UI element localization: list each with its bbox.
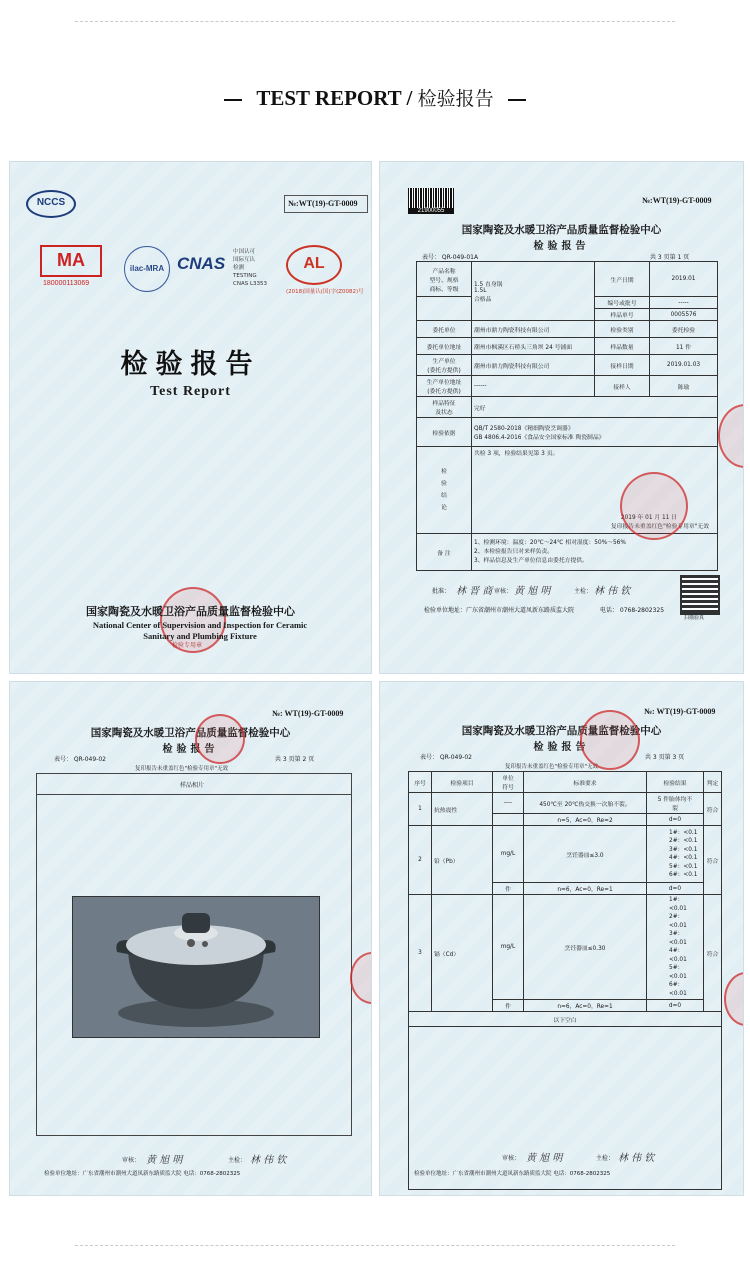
table-row xyxy=(417,262,718,297)
table-row xyxy=(409,1012,722,1027)
client-addr-label: 委托单位地址 xyxy=(417,338,472,355)
row-verdict: 符合 xyxy=(704,895,722,1012)
page-count: 共 3 页第 2 页 xyxy=(275,756,315,763)
cnas-note-line: 国际互认 xyxy=(233,257,256,263)
footer-phone: 电话： 0768-2802325 xyxy=(600,607,665,614)
review-label: 审核： xyxy=(502,1155,521,1162)
report-title: 检验报告 xyxy=(533,241,590,252)
report-number: №:WT(19)-GT-0009 xyxy=(288,199,358,208)
report-cover-image xyxy=(9,161,372,674)
main-check-label: 主检： xyxy=(574,588,593,595)
recv-date-label: 接样日期 xyxy=(595,355,650,376)
reviewer-signature: 黄 旭 明 xyxy=(146,1155,183,1166)
sign-note: 复印报告未重盖红色"检验专用章"无效 xyxy=(610,524,709,530)
sample-plan: n=6，Ac=0，Re=1 xyxy=(524,1000,647,1012)
center-name-en xyxy=(80,620,320,642)
blank-cell xyxy=(417,297,472,321)
sample-result: d=0 xyxy=(647,883,704,895)
row-verdict: 符合 xyxy=(704,826,722,895)
results-table xyxy=(408,771,722,1190)
cal-number: (2018)国量认(国)字(Z0082)号 xyxy=(286,289,364,295)
copy-note: 复印报告未重盖红色"检验专用章"无效 xyxy=(135,766,229,772)
col-header: 单位 符号 xyxy=(493,772,524,793)
cnas-note-line: CNAS L3353 xyxy=(233,281,268,287)
table-row xyxy=(409,1027,722,1190)
blank-note: 以下空白 xyxy=(409,1012,722,1027)
row-unit: 件 xyxy=(493,1000,524,1012)
barcode xyxy=(408,188,454,208)
page-count: 共 3 页第 3 页 xyxy=(645,754,685,761)
row-requirement: 450℃至 20℃热交换一次胎不裂。 xyxy=(524,793,647,814)
approver-signature: 林 晋 商 xyxy=(456,586,493,597)
center-name: 国家陶瓷及水暖卫浴产品质量监督检验中心 xyxy=(461,725,662,737)
note-label: 备 注 xyxy=(417,534,472,571)
edge-seal-stamp xyxy=(350,952,372,1004)
maker-addr-label: 生产单位地址 (委托方提供) xyxy=(417,376,472,397)
product-value: 1.5 直身锅 1.5L 合格品 xyxy=(472,262,595,321)
approve-label: 批准： xyxy=(432,588,451,595)
seal-text: 检验专用章 xyxy=(172,642,203,649)
row-no: 2 xyxy=(409,826,432,895)
report-page-2-image xyxy=(9,681,372,1196)
checker-signature: 林 伟 钦 xyxy=(594,586,631,597)
reviewer-signature: 黄 旭 明 xyxy=(514,586,551,597)
row-results xyxy=(647,895,704,1000)
report-number: №: WT(19)-GT-0009 xyxy=(272,709,344,718)
footer: 检验单位地址：广东省潮州市潮州大道凤新东路质监大院 电话：0768-2802325 xyxy=(414,1171,611,1177)
section-heading xyxy=(0,84,750,111)
table-row xyxy=(417,355,718,376)
checker-signature: 林 伟 钦 xyxy=(250,1155,287,1166)
sign-date: 2019 年 01 月 11 日 xyxy=(620,515,677,521)
heading-left-bar xyxy=(224,99,242,101)
cma-number: 180000113069 xyxy=(43,280,90,287)
feature-label: 样品特征 及状态 xyxy=(417,397,472,418)
report-number: №:WT(19)-GT-0009 xyxy=(642,196,712,205)
result-line: 4#：<0.01 xyxy=(669,948,687,963)
row-item: 抗热震性 xyxy=(432,793,493,826)
table-row xyxy=(409,793,722,814)
result-line: 4#：<0.1 xyxy=(669,855,698,861)
row-unit: 件 xyxy=(493,883,524,895)
serial-value: ----- xyxy=(650,297,718,309)
red-seal-stamp xyxy=(620,472,688,540)
conclusion-text: 共检 3 项，检验结果见第 3 页。 xyxy=(474,451,559,457)
result-line: 2#：<0.1 xyxy=(669,838,698,844)
product-label: 产品名称 型号、规格 商标、等级 xyxy=(417,262,472,297)
heading-right-bar xyxy=(508,99,526,101)
table-row xyxy=(409,826,722,883)
cnas-note xyxy=(233,248,293,288)
row-unit: ---- xyxy=(493,793,524,814)
center-name-en-line: National Center of Supervision and Inspection for Ceramic xyxy=(92,620,308,630)
sample-no-value: 0005576 xyxy=(650,309,718,321)
table-row xyxy=(417,376,718,397)
ncss-logo: NCCS xyxy=(26,190,76,218)
result-line: 6#：<0.01 xyxy=(669,982,687,997)
result-line: 5#：<0.1 xyxy=(669,863,698,870)
blank-cell xyxy=(493,814,524,826)
report-number: №: WT(19)-GT-0009 xyxy=(644,707,716,716)
row-results xyxy=(647,826,704,883)
blank-area xyxy=(409,1027,722,1190)
cal-logo: AL xyxy=(286,245,342,285)
review-label: 审核： xyxy=(122,1157,141,1164)
qr-code xyxy=(680,575,720,615)
red-seal-stamp xyxy=(195,714,245,764)
col-header: 检验结果 xyxy=(647,772,704,793)
center-name: 国家陶瓷及水暖卫浴产品质量监督检验中心 xyxy=(90,727,291,739)
row-no: 3 xyxy=(409,895,432,1012)
product-photo xyxy=(72,896,320,1038)
heading-title-en: TEST REPORT xyxy=(256,86,402,110)
form-number: 表号： QR-049-02 xyxy=(54,756,106,763)
table-header-row xyxy=(409,772,722,793)
row-unit: mg/L xyxy=(493,895,524,1000)
red-seal-stamp xyxy=(580,710,640,770)
row-requirement: 烹饪器皿≤0.30 xyxy=(524,895,647,1000)
form-number: 表号： QR-049-02 xyxy=(420,754,472,761)
client-label: 委托单位 xyxy=(417,321,472,338)
result-line: 2#：<0.01 xyxy=(669,914,687,929)
prod-date-value: 2019.01 xyxy=(650,262,718,297)
conclusion-label: 检 验 结 论 xyxy=(417,447,472,534)
result-line: 3#：<0.1 xyxy=(669,846,698,853)
pot-image xyxy=(73,897,319,1037)
review-label: 审核： xyxy=(494,588,513,595)
sample-result: d=0 xyxy=(647,814,704,826)
row-item: 镉（Cd） xyxy=(432,895,493,1012)
qr-caption: 扫描验真 xyxy=(684,615,705,621)
main-check-label: 主检： xyxy=(596,1155,615,1162)
main-check-label: 主检： xyxy=(228,1157,247,1164)
col-header: 检验项目 xyxy=(432,772,493,793)
table-row xyxy=(417,397,718,418)
sample-plan: n=6，Ac=0，Re=1 xyxy=(524,883,647,895)
sample-result: d=0 xyxy=(647,1000,704,1012)
report-page-1-image xyxy=(379,161,744,674)
receiver-label: 接样人 xyxy=(595,376,650,397)
cover-title-en: Test Report xyxy=(150,384,231,399)
receiver-value: 陈瑜 xyxy=(650,376,718,397)
qty-value: 11 件 xyxy=(650,338,718,355)
report-title: 检验报告 xyxy=(162,744,219,755)
row-requirement: 烹饪器皿≤3.0 xyxy=(524,826,647,883)
cma-logo: MA xyxy=(40,245,102,277)
result-line: 1#：<0.1 xyxy=(669,829,698,836)
reviewer-signature: 黄 旭 明 xyxy=(526,1153,563,1164)
form-number: 表号： QR-049-01A xyxy=(422,254,479,261)
checker-signature: 林 伟 钦 xyxy=(618,1153,655,1164)
bottom-divider xyxy=(75,1245,675,1246)
row-result: 5 件胎体均不 裂 xyxy=(647,793,704,814)
row-no: 1 xyxy=(409,793,432,826)
result-line: 6#：<0.1 xyxy=(669,872,698,878)
heading-separator: / xyxy=(401,86,418,110)
cnas-note-line: 中国认可 xyxy=(233,249,256,255)
table-row xyxy=(417,534,718,571)
report-title: 检验报告 xyxy=(533,742,590,753)
prod-date-label: 生产日期 xyxy=(595,262,650,297)
result-line: 1#：<0.01 xyxy=(669,897,687,912)
center-name-cn: 国家陶瓷及水暖卫浴产品质量监督检验中心 xyxy=(86,605,295,618)
recv-date-value: 2019.01.03 xyxy=(650,355,718,376)
heading-title-cn: 检验报告 xyxy=(417,88,494,110)
report-page-3-image xyxy=(379,681,744,1196)
sample-no-label: 样品单号 xyxy=(595,309,650,321)
footer-address: 检验单位地址：广东省潮州市潮州大道凤新东路质监大院 xyxy=(424,607,575,614)
cnas-note-line: TESTING xyxy=(233,273,257,279)
col-header: 判定 xyxy=(704,772,722,793)
cnas-logo: CNAS xyxy=(177,254,226,273)
row-unit: mg/L xyxy=(493,826,524,883)
center-name: 国家陶瓷及水暖卫浴产品质量监督检验中心 xyxy=(461,224,662,236)
row-verdict: 符合 xyxy=(704,793,722,826)
edge-seal-stamp xyxy=(724,972,744,1026)
table-row xyxy=(417,418,718,447)
cnas-note-line: 检测 xyxy=(233,265,245,271)
sample-plan: n=5，Ac=0，Re=2 xyxy=(524,814,647,826)
col-header: 标准要求 xyxy=(524,772,647,793)
table-row xyxy=(409,895,722,1000)
client-value: 潮州市鼎力陶瓷科技有限公司 xyxy=(472,321,595,338)
feature-value: 完好 xyxy=(472,397,718,418)
note-value: 1、检测环境：温度：20℃～24℃ 相对湿度：50%～56% 2、本检验报告只对来样负责。 3、样品信息及生产单位信息由委托方提供。 xyxy=(472,534,718,571)
maker-value: 潮州市鼎力陶瓷科技有限公司 xyxy=(472,355,595,376)
result-line: 5#：<0.01 xyxy=(669,965,687,980)
basis-value: QB/T 2580-2018《精细陶瓷烹调器》 GB 4806.4-2016《食品安全国家标准 陶瓷制品》 xyxy=(472,418,718,447)
footer: 检验单位地址：广东省潮州市潮州大道凤新东路质监大院 电话：0768-2802325 xyxy=(44,1171,241,1177)
maker-addr-value: ------ xyxy=(472,376,595,397)
client-addr-value: 潮州市枫溪区石桥头三角坝 24 号铺面 xyxy=(472,338,595,355)
result-line: 3#：<0.01 xyxy=(669,931,687,946)
row-item: 铅（Pb） xyxy=(432,826,493,895)
copy-note: 复印报告未重盖红色"检验专用章"无效 xyxy=(505,764,599,770)
basis-label: 检验依据 xyxy=(417,418,472,447)
table-row xyxy=(417,321,718,338)
ilac-mra-logo: ilac-MRA xyxy=(124,246,170,292)
page-count: 共 3 页第 1 页 xyxy=(650,254,690,261)
type-label: 检验类别 xyxy=(595,321,650,338)
photo-label: 样品相片 xyxy=(180,782,205,789)
barcode-number: 21900055 xyxy=(408,208,454,214)
qty-label: 样品数量 xyxy=(595,338,650,355)
serial-label: 编号或批号 xyxy=(595,297,650,309)
cover-title-cn: 检验报告 xyxy=(120,349,261,380)
top-divider xyxy=(75,21,675,22)
maker-label: 生产单位 (委托方提供) xyxy=(417,355,472,376)
type-value: 委托检验 xyxy=(650,321,718,338)
center-name-en-line: Sanitary and Plumbing Fixture xyxy=(143,631,257,641)
edge-seal-stamp xyxy=(718,404,744,468)
col-header: 序号 xyxy=(409,772,432,793)
table-row xyxy=(417,338,718,355)
